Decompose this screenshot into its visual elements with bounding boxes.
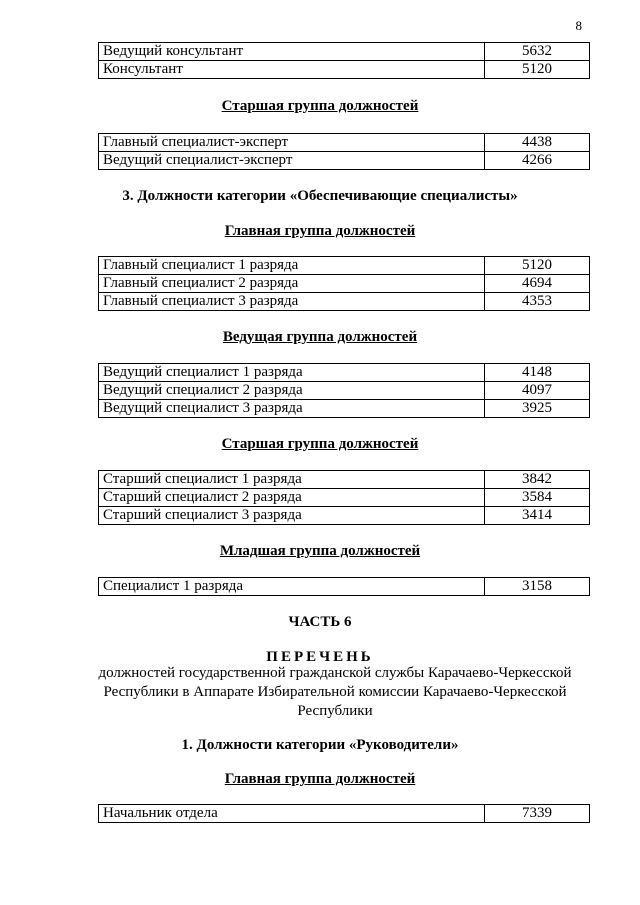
table-row (99, 507, 590, 525)
salary-table (98, 577, 590, 596)
table-row (99, 471, 590, 489)
position-value: 4266 (485, 152, 590, 170)
table-row (99, 578, 590, 596)
position-value: 4148 (485, 364, 590, 382)
position-value: 3414 (485, 507, 590, 525)
position-value: 3842 (485, 471, 590, 489)
position-value: 4438 (485, 134, 590, 152)
position-name: Старший специалист 2 разряда (99, 489, 485, 507)
group-heading: Ведущая группа должностей (222, 329, 418, 345)
category-heading: 3. Должности категории «Обеспечивающие специалисты» (122, 188, 518, 204)
position-name: Ведущий консультант (99, 43, 485, 61)
group-heading: Младшая группа должностей (219, 543, 421, 559)
table-row (99, 134, 590, 152)
salary-table (98, 133, 590, 170)
table-row (99, 364, 590, 382)
position-name: Ведущий специалист 3 разряда (99, 400, 485, 418)
page-number: 8 (575, 18, 582, 33)
salary-table (98, 42, 590, 79)
position-name: Главный специалист-эксперт (99, 134, 485, 152)
position-value: 5120 (485, 61, 590, 79)
position-value: 5632 (485, 43, 590, 61)
part-heading: ЧАСТЬ 6 (288, 614, 352, 630)
table-row (99, 489, 590, 507)
table-row (99, 43, 590, 61)
position-name: Консультант (99, 61, 485, 79)
position-name: Старший специалист 3 разряда (99, 507, 485, 525)
group-heading: Старшая группа должностей (221, 98, 419, 114)
position-value: 4694 (485, 275, 590, 293)
table-row (99, 257, 590, 275)
table-row (99, 152, 590, 170)
table-row (99, 293, 590, 311)
position-value: 4097 (485, 382, 590, 400)
table-row (99, 400, 590, 418)
group-heading: Старшая группа должностей (221, 436, 419, 452)
position-value: 5120 (485, 257, 590, 275)
position-value: 3158 (485, 578, 590, 596)
position-name: Старший специалист 1 разряда (99, 471, 485, 489)
table-row (99, 61, 590, 79)
position-name: Ведущий специалист-эксперт (99, 152, 485, 170)
position-name: Главный специалист 2 разряда (99, 275, 485, 293)
salary-table (98, 470, 590, 525)
position-name: Ведущий специалист 1 разряда (99, 364, 485, 382)
salary-table (98, 363, 590, 418)
position-name: Специалист 1 разряда (99, 578, 485, 596)
salary-table (98, 256, 590, 311)
table-row (99, 275, 590, 293)
group-heading: Главная группа должностей (224, 771, 416, 787)
position-value: 3584 (485, 489, 590, 507)
position-value: 4353 (485, 293, 590, 311)
group-heading: Главная группа должностей (224, 223, 416, 239)
table-row (99, 382, 590, 400)
position-name: Ведущий специалист 2 разряда (99, 382, 485, 400)
position-name: Главный специалист 1 разряда (99, 257, 485, 275)
position-name: Главный специалист 3 разряда (99, 293, 485, 311)
position-value: 7339 (485, 805, 590, 823)
position-name: Начальник отдела (99, 805, 485, 823)
category-heading: 1. Должности категории «Руководители» (181, 737, 459, 753)
list-description: должностей государственной гражданской службы Карачаево-Черкесской Республики в Аппарате Избирательной комиссии Карачаево-Черкесской Республики (98, 665, 572, 719)
position-value: 3925 (485, 400, 590, 418)
table-row (99, 805, 590, 823)
list-heading: ПЕРЕЧЕНЬ (266, 649, 374, 665)
salary-table (98, 804, 590, 823)
